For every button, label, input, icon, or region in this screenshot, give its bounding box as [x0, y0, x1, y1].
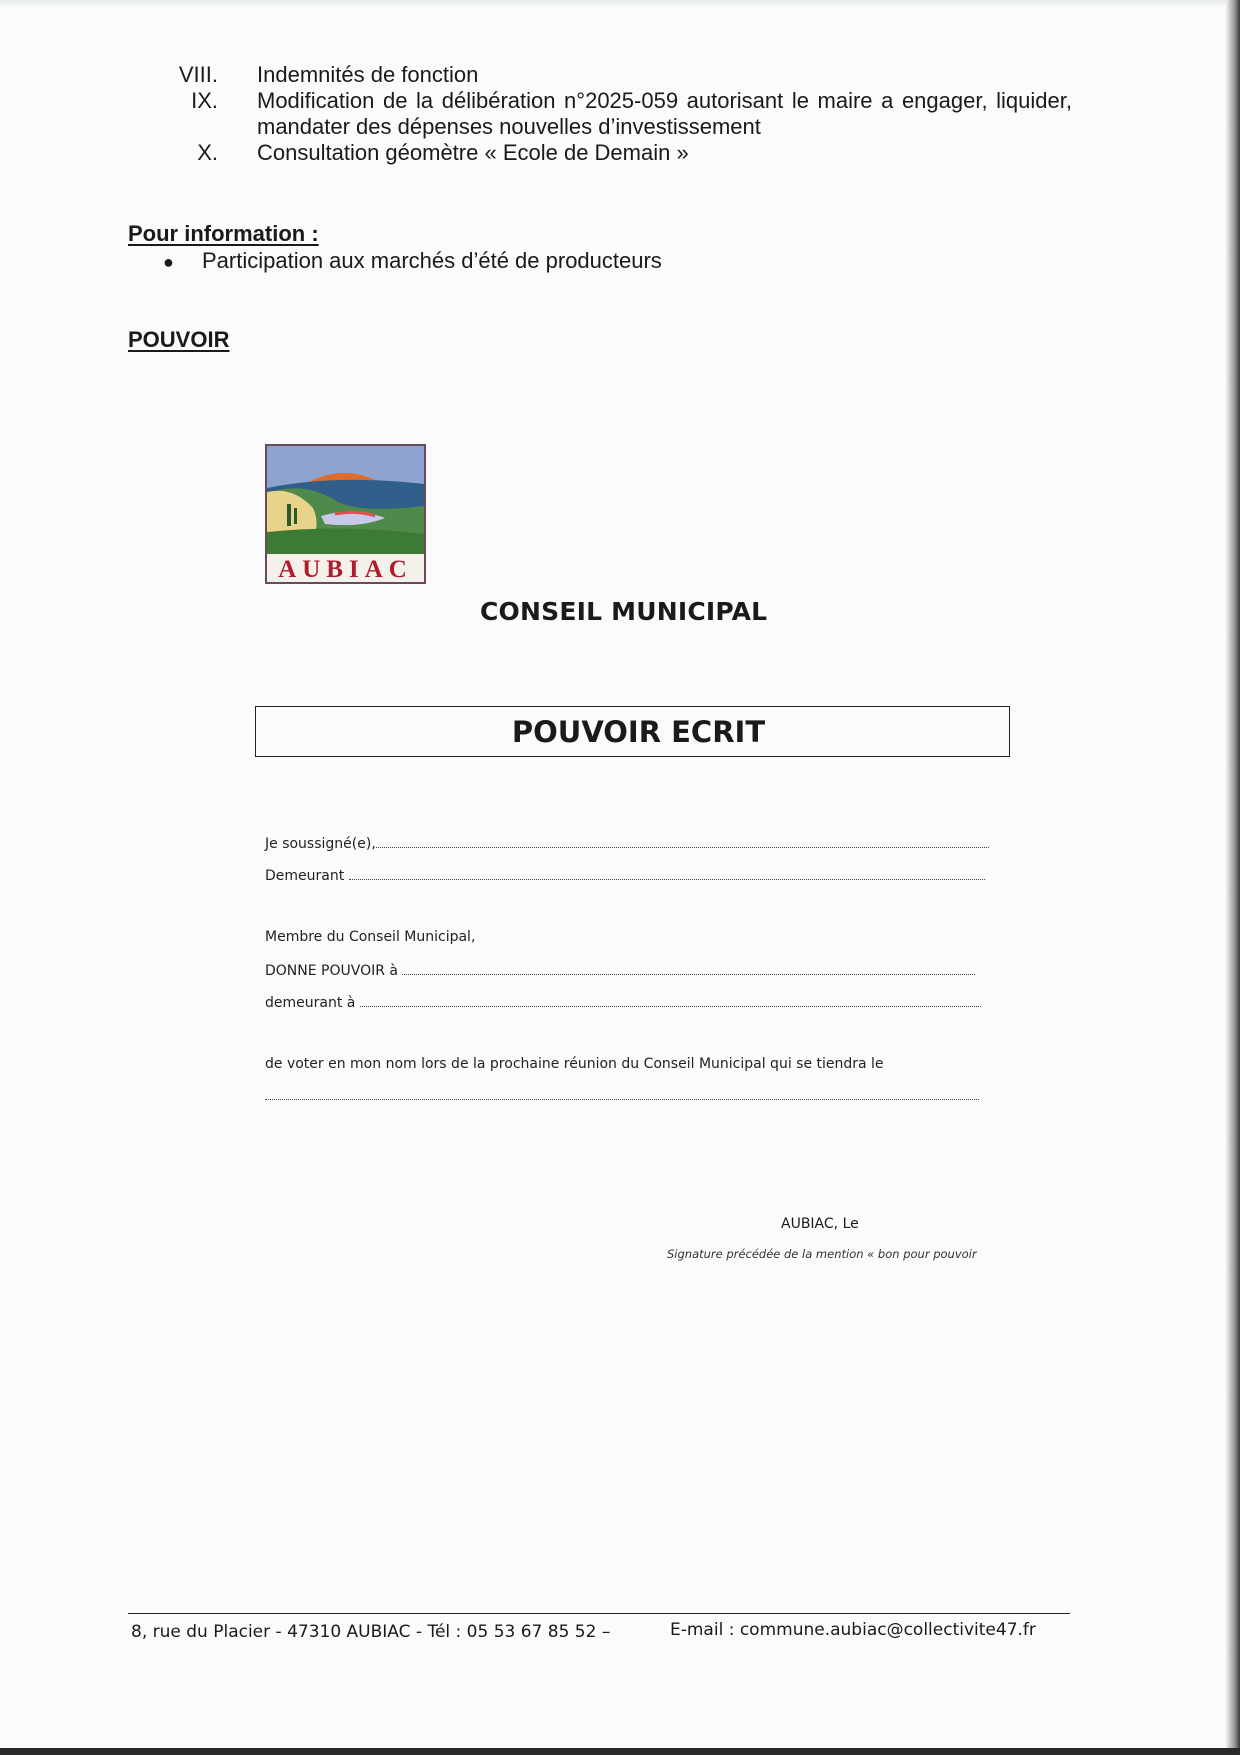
- agenda-text: Modification de la délibération n°2025-059 autorisant le maire a engager, liquider, mandater des dépenses nouvelles d’investissement: [257, 88, 1072, 139]
- form-title: POUVOIR ECRIT: [511, 714, 766, 749]
- city-date-label: AUBIAC, Le: [781, 1216, 859, 1232]
- soussigne-blank[interactable]: [376, 835, 989, 848]
- agenda-item: [160, 88, 1072, 140]
- agenda-number: VIII.: [178, 62, 218, 87]
- footer-address: 8, rue du Placier - 47310 AUBIAC - Tél : 05 53 67 85 52 –: [131, 1622, 611, 1642]
- demeurant-label: Demeurant: [265, 868, 345, 884]
- agenda-item: [160, 62, 1072, 88]
- agenda-number: X.: [197, 140, 218, 165]
- soussigne-line: [265, 835, 989, 852]
- page-bottom-edge: [0, 1748, 1240, 1755]
- demeurant-line: [265, 867, 985, 884]
- membre-line: Membre du Conseil Municipal,: [265, 929, 476, 945]
- demeurant-a-label: demeurant à: [265, 995, 356, 1011]
- council-title: CONSEIL MUNICIPAL: [480, 597, 768, 626]
- info-item-text: Participation aux marchés d’été de producteurs: [202, 248, 662, 273]
- form-title-box: [255, 706, 1010, 757]
- agenda-item: [160, 140, 1072, 166]
- agenda-text: Consultation géomètre « Ecole de Demain »: [257, 140, 689, 165]
- info-heading: Pour information :: [128, 221, 319, 246]
- aubiac-logo: [265, 444, 426, 584]
- logo-text: AUBIAC: [278, 556, 413, 583]
- demeurant-a-blank[interactable]: [360, 994, 981, 1007]
- voter-line: de voter en mon nom lors de la prochaine réunion du Conseil Municipal qui se tiendra le: [265, 1056, 884, 1072]
- pouvoir-heading: POUVOIR: [128, 327, 230, 352]
- footer-divider: [128, 1613, 1070, 1614]
- donne-pouvoir-blank[interactable]: [402, 962, 975, 975]
- date-blank[interactable]: [265, 1087, 979, 1100]
- signature-note: Signature précédée de la mention « bon pour pouvoir: [667, 1247, 977, 1261]
- list-item: [163, 248, 662, 274]
- donne-pouvoir-label: DONNE POUVOIR à: [265, 963, 398, 979]
- agenda-text: Indemnités de fonction: [257, 62, 479, 87]
- info-list: [163, 248, 662, 274]
- bullet-icon: ●: [163, 252, 174, 272]
- footer-email: E-mail : commune.aubiac@collectivite47.fr: [670, 1620, 1036, 1640]
- donne-pouvoir-line: [265, 962, 975, 979]
- soussigne-label: Je soussigné(e),: [265, 836, 376, 852]
- demeurant-a-line: [265, 994, 981, 1011]
- page-right-edge: [1226, 0, 1240, 1755]
- date-line: [265, 1087, 979, 1104]
- demeurant-blank[interactable]: [349, 867, 985, 880]
- page-top-edge: [0, 0, 1240, 8]
- agenda-list: [160, 62, 1072, 166]
- agenda-number: IX.: [191, 88, 218, 113]
